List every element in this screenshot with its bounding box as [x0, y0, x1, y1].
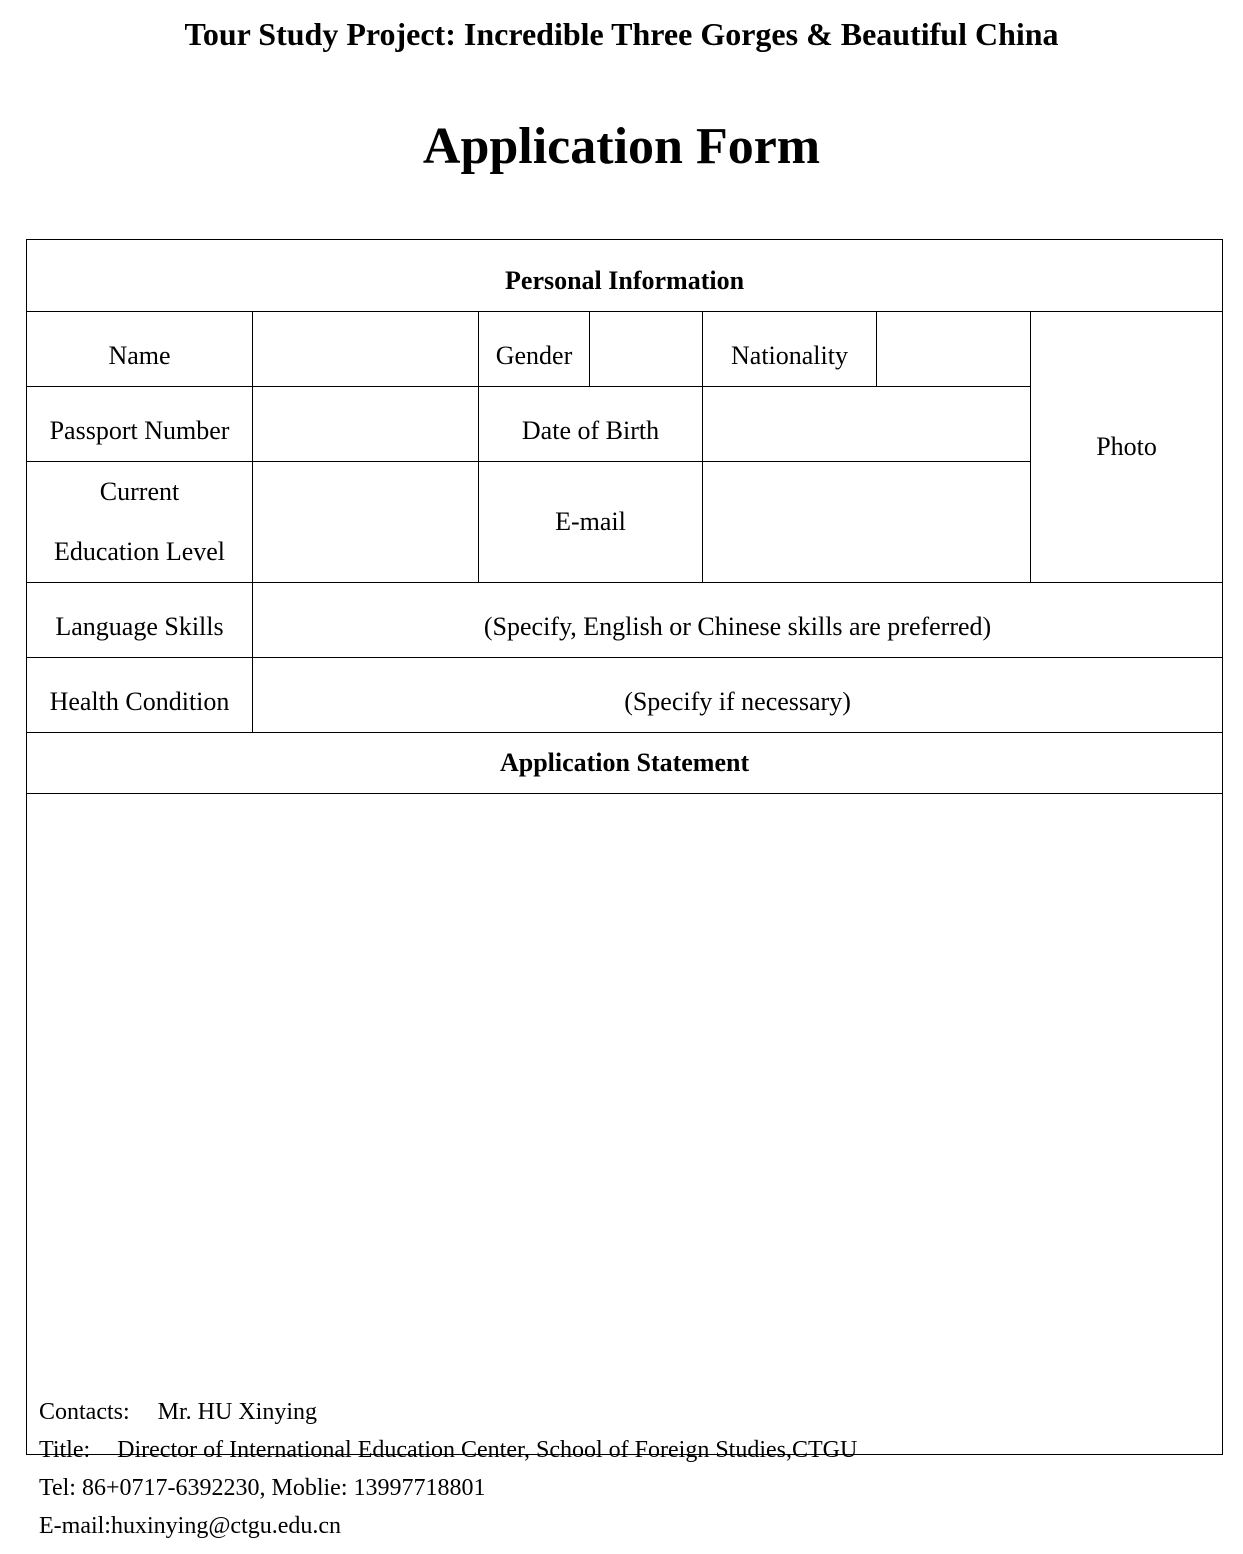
- education-label-line1: Current: [99, 477, 180, 506]
- name-label: Name: [27, 312, 253, 387]
- education-field[interactable]: [253, 462, 479, 583]
- contacts-label: Contacts:: [39, 1399, 130, 1425]
- contacts-line: [39, 1393, 1219, 1431]
- nationality-label: Nationality: [703, 312, 877, 387]
- email-label: E-mail: [479, 462, 703, 583]
- passport-field[interactable]: [253, 387, 479, 462]
- form-title: Application Form: [422, 118, 821, 175]
- passport-label: Passport Number: [27, 387, 253, 462]
- dob-field[interactable]: [703, 387, 1031, 462]
- application-form-table: [26, 239, 1223, 1455]
- gender-field[interactable]: [590, 312, 703, 387]
- gender-label: Gender: [479, 312, 590, 387]
- tel-line: Tel: 86+0717-6392230, Moblie: 13997718801: [39, 1475, 486, 1501]
- statement-field[interactable]: [27, 794, 1223, 1455]
- dob-label: Date of Birth: [479, 387, 703, 462]
- education-label: [27, 462, 253, 583]
- health-row: [27, 658, 1223, 733]
- project-title: Tour Study Project: Incredible Three Gorges & Beautiful China: [184, 16, 1059, 52]
- name-row: [27, 312, 1223, 387]
- title-label: Title:: [39, 1437, 91, 1463]
- contacts-block: [39, 1393, 1219, 1545]
- health-field[interactable]: (Specify if necessary): [253, 658, 1223, 733]
- statement-header-row: [27, 733, 1223, 794]
- contacts-value: Mr. HU Xinying: [157, 1399, 317, 1425]
- email-contact-line[interactable]: E-mail:huxinying@ctgu.edu.cn: [39, 1513, 342, 1539]
- title-line: [39, 1431, 1219, 1469]
- nationality-field[interactable]: [877, 312, 1031, 387]
- language-label: Language Skills: [27, 583, 253, 658]
- education-label-line2: Education Level: [53, 537, 226, 566]
- statement-title: Application Statement: [27, 733, 1223, 794]
- language-field[interactable]: (Specify, English or Chinese skills are preferred): [253, 583, 1223, 658]
- personal-info-title: Personal Information: [27, 240, 1223, 312]
- personal-info-header-row: [27, 240, 1223, 312]
- name-field[interactable]: [253, 312, 479, 387]
- statement-row: [27, 794, 1223, 1455]
- language-row: [27, 583, 1223, 658]
- email-field[interactable]: [703, 462, 1031, 583]
- health-label: Health Condition: [27, 658, 253, 733]
- title-value: Director of International Education Center, School of Foreign Studies,CTGU: [117, 1437, 858, 1463]
- photo-box[interactable]: Photo: [1031, 312, 1223, 583]
